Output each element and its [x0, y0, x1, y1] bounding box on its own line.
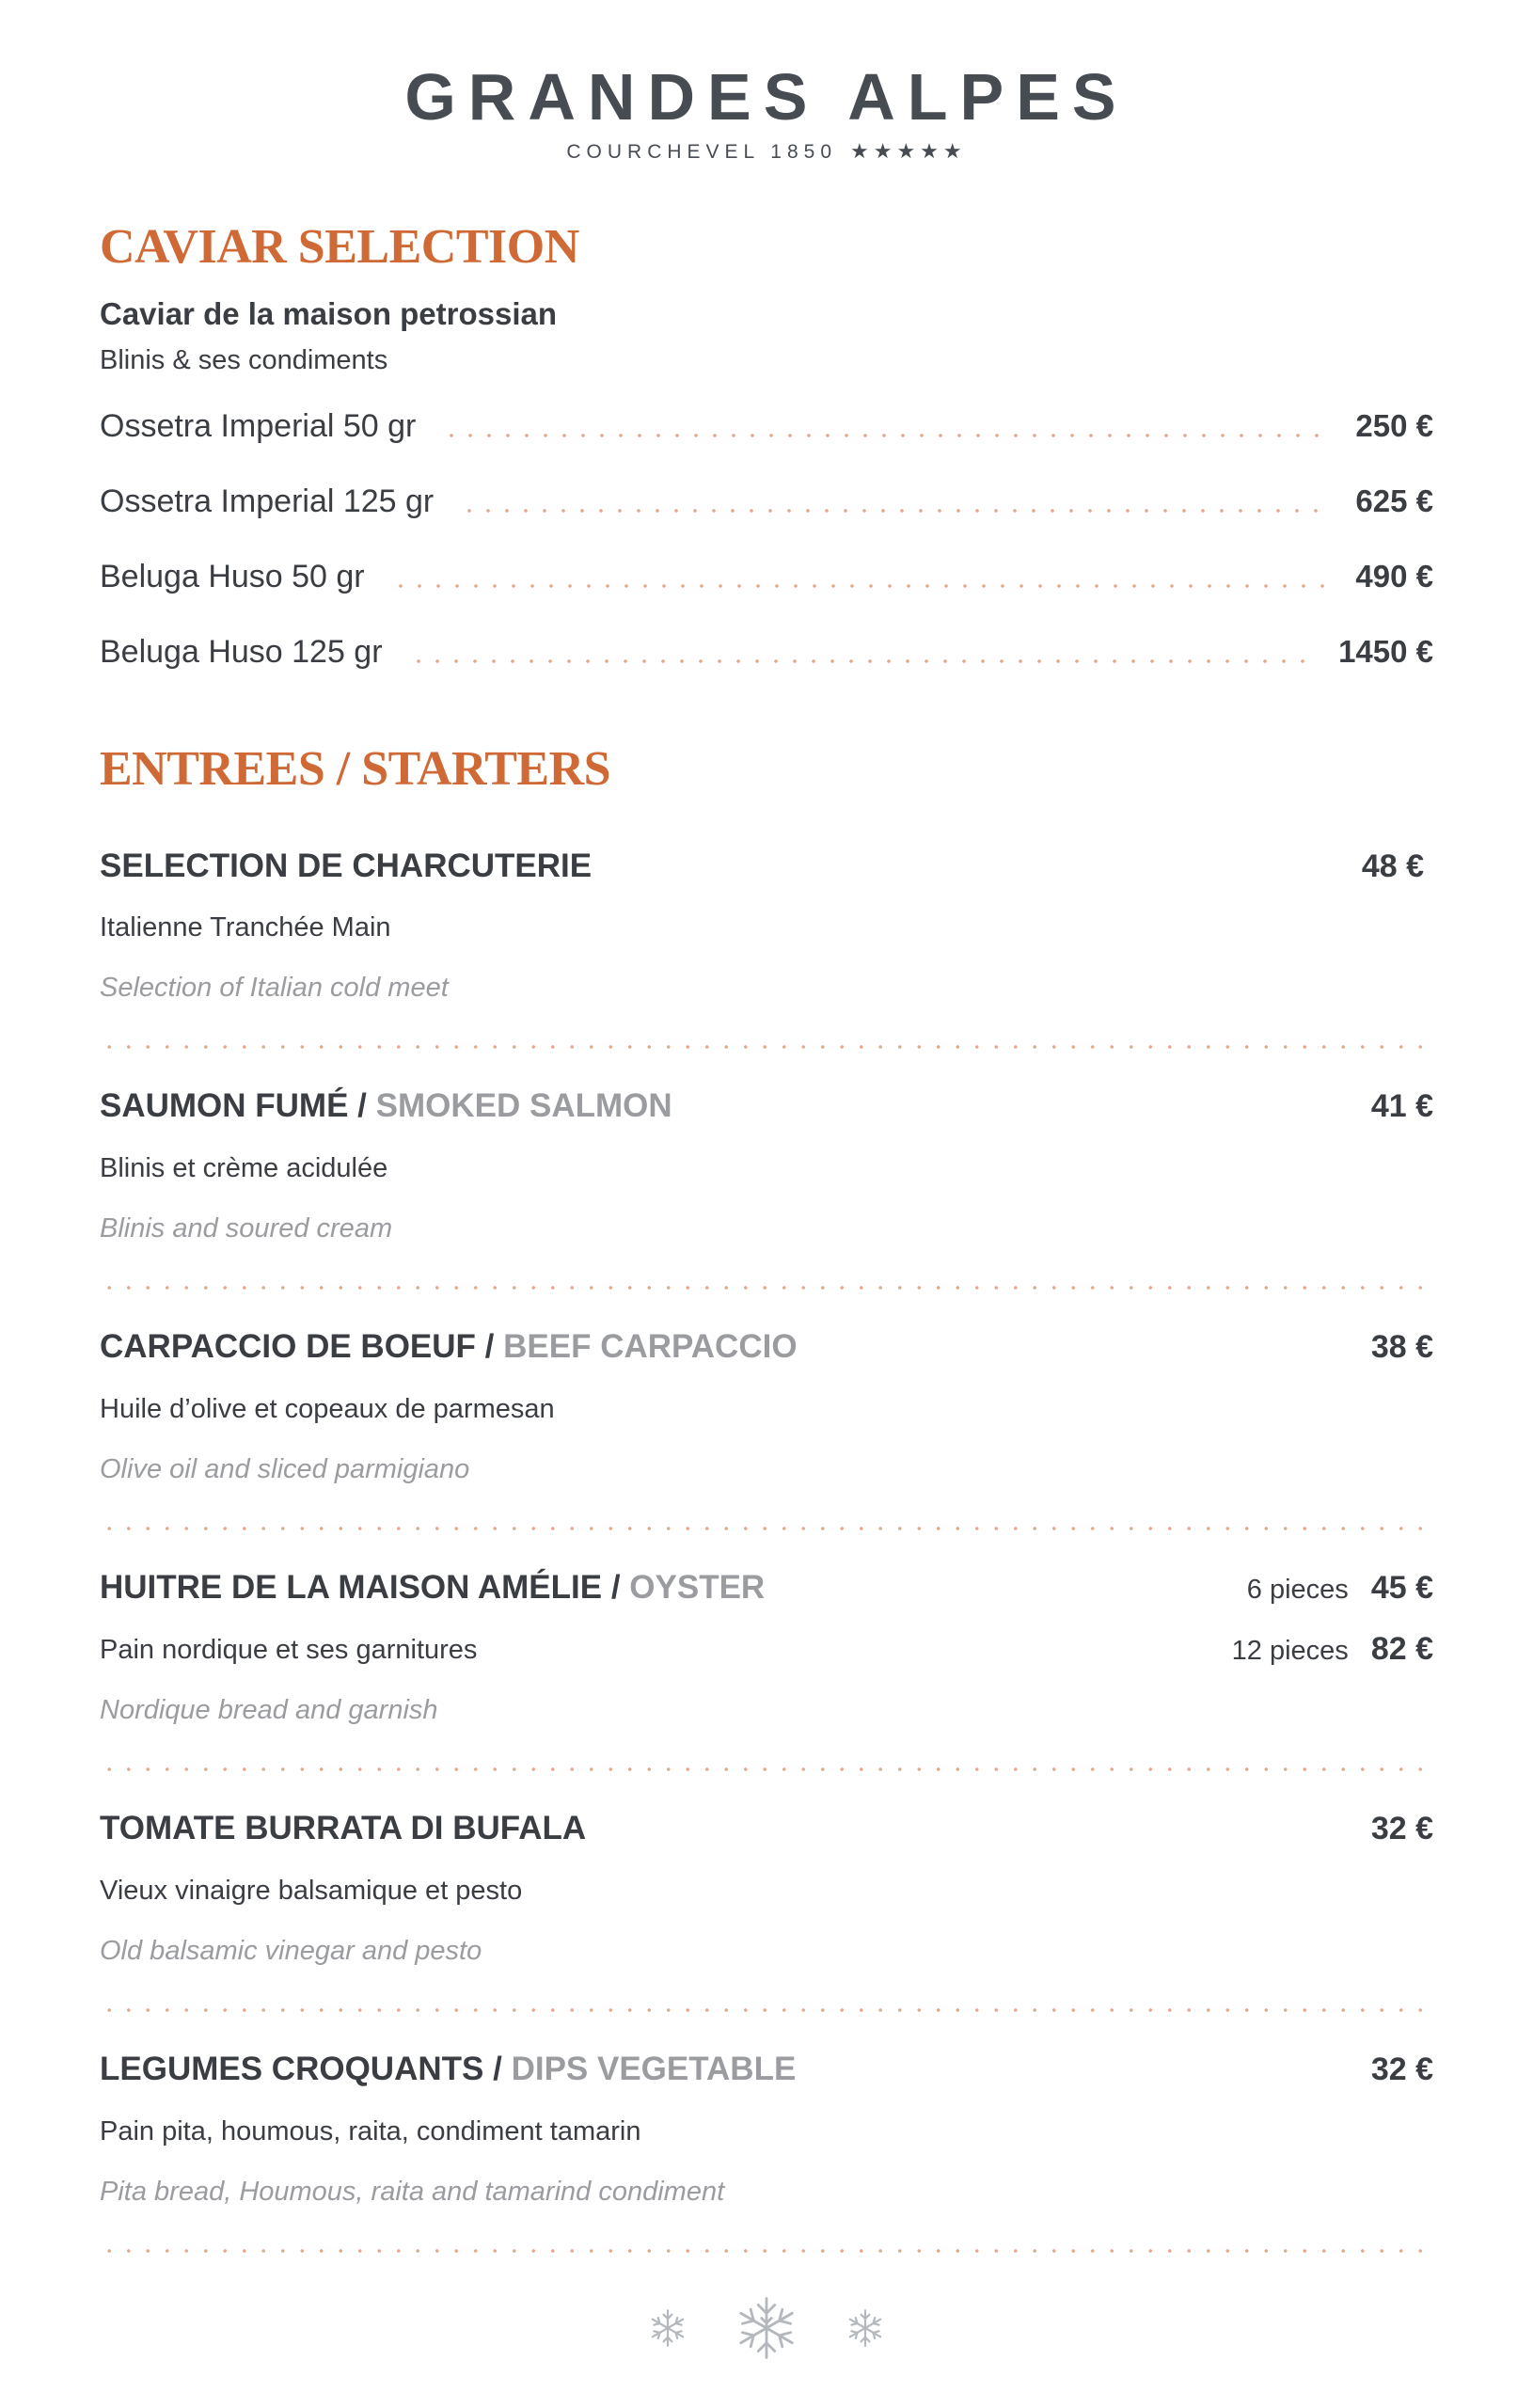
- caviar-item: [100, 480, 1433, 523]
- title-separator: /: [493, 2051, 502, 2087]
- caviar-item-price: 250 €: [1355, 408, 1433, 443]
- caviar-item: [100, 404, 1433, 448]
- starter-name-en: DIPS VEGETABLE: [511, 2051, 797, 2087]
- brand-location: COURCHEVEL 1850: [566, 141, 837, 163]
- starter-item-title: [100, 1808, 586, 1849]
- section-title-caviar: CAVIAR SELECTION: [100, 220, 579, 274]
- dotted-leader: [460, 508, 1331, 514]
- caviar-item: [100, 555, 1433, 598]
- star-rating: ★★★★★: [850, 139, 967, 163]
- dotted-divider: [100, 1044, 1433, 1050]
- dotted-leader: [442, 433, 1331, 438]
- caviar-item-name: Ossetra Imperial 125 gr: [100, 483, 435, 519]
- starter-item-title: [100, 2049, 796, 2090]
- starter-item-title: [100, 1567, 765, 1608]
- starter-item-price: 32 €: [1370, 1811, 1433, 1846]
- starter-item-price: 38 €: [1370, 1329, 1433, 1365]
- starter-name-fr: TOMATE BURRATA DI BUFALA: [100, 1810, 587, 1846]
- price-value: 82 €: [1370, 1631, 1433, 1667]
- starter-desc-fr: Blinis et crème acidulée: [100, 1153, 388, 1183]
- starter-desc-fr: Huile d’olive et copeaux de parmesan: [100, 1394, 555, 1424]
- starter-item-price: 32 €: [1370, 2052, 1433, 2087]
- starter-name-en: OYSTER: [629, 1569, 766, 1606]
- starter-desc-en: Old balsamic vinegar and pesto: [100, 1936, 482, 1966]
- starter-price-option: [1232, 1628, 1433, 1671]
- title-separator: /: [610, 1569, 621, 1606]
- starter-desc-en: Nordique bread and garnish: [100, 1695, 438, 1725]
- dotted-divider: [100, 1526, 1433, 1531]
- starter-item-title: [100, 1326, 798, 1368]
- starter-item-title: [100, 846, 592, 887]
- dotted-divider: [100, 1285, 1433, 1291]
- starter-item-price: 41 €: [1370, 1088, 1433, 1124]
- dotted-divider: [100, 2248, 1433, 2254]
- caviar-item: [100, 630, 1433, 673]
- title-separator: /: [357, 1087, 367, 1124]
- starter-desc-fr: Pain nordique et ses garnitures: [100, 1635, 478, 1665]
- starter-desc-en: Pita bread, Houmous, raita and tamarind condiment: [100, 2177, 725, 2207]
- starter-name-fr: CARPACCIO DE BOEUF: [100, 1328, 476, 1365]
- section-title-starters: ENTREES / STARTERS: [100, 742, 611, 796]
- starter-desc-en: Selection of Italian cold meet: [100, 973, 449, 1003]
- starter-desc-fr: Italienne Tranchée Main: [100, 912, 391, 943]
- dotted-leader: [409, 658, 1315, 664]
- price-quantity: 12 pieces: [1231, 1636, 1349, 1666]
- starter-name-en: SMOKED SALMON: [375, 1087, 672, 1124]
- starter-name-fr: SAUMON FUMÉ: [100, 1087, 349, 1124]
- caviar-heading: Caviar de la maison petrossian: [100, 296, 558, 331]
- starter-name-fr: LEGUMES CROQUANTS: [100, 2051, 484, 2087]
- starter-desc-fr: Pain pita, houmous, raita, condiment tamarin: [100, 2116, 641, 2147]
- starter-desc-en: Blinis and soured cream: [100, 1213, 393, 1244]
- brand-logo: GRANDES ALPES: [404, 60, 1129, 134]
- caviar-item-name: Ossetra Imperial 50 gr: [100, 407, 417, 444]
- caviar-item-name: Beluga Huso 50 gr: [100, 558, 365, 594]
- dotted-divider: [100, 1766, 1433, 1772]
- caviar-item-name: Beluga Huso 125 gr: [100, 633, 383, 670]
- caviar-item-price: 1450 €: [1338, 634, 1433, 669]
- caviar-item-price: 490 €: [1355, 559, 1433, 594]
- dotted-divider: [100, 2007, 1433, 2013]
- starter-price-option: [1247, 1567, 1433, 1610]
- starter-name-fr: HUITRE DE LA MAISON AMÉLIE: [100, 1569, 603, 1606]
- snowflake-icon: [845, 2307, 886, 2349]
- starter-name-fr: SELECTION DE CHARCUTERIE: [100, 848, 593, 884]
- starter-desc-en: Olive oil and sliced parmigiano: [100, 1454, 470, 1484]
- starter-name-en: BEEF CARPACCIO: [503, 1328, 798, 1365]
- brand-subtitle: [0, 137, 1533, 166]
- dotted-leader: [391, 583, 1332, 589]
- snowflake-icon: [647, 2307, 688, 2349]
- snowflake-icon: [734, 2295, 799, 2361]
- caviar-subheading: Blinis & ses condiments: [100, 345, 388, 375]
- starter-item-price: 48 €: [1361, 848, 1424, 884]
- starter-item-title: [100, 1085, 672, 1127]
- price-value: 45 €: [1370, 1570, 1433, 1606]
- caviar-item-price: 625 €: [1355, 483, 1433, 518]
- footer-ornament: [0, 2295, 1533, 2370]
- title-separator: /: [484, 1328, 495, 1365]
- price-quantity: 6 pieces: [1246, 1575, 1349, 1605]
- starter-desc-fr: Vieux vinaigre balsamique et pesto: [100, 1876, 523, 1906]
